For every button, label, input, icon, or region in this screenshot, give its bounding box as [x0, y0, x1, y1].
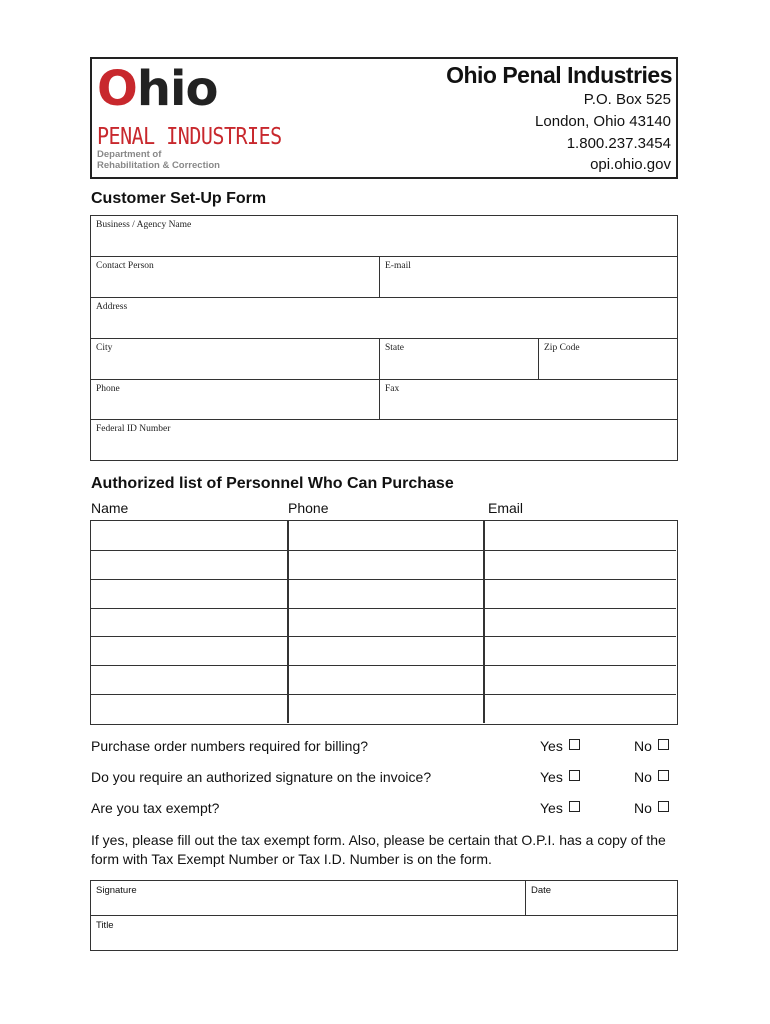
- ohio-logo: Ohio: [97, 61, 218, 117]
- state-field[interactable]: [379, 338, 539, 380]
- checkbox-icon[interactable]: [569, 801, 580, 812]
- checkbox-icon[interactable]: [658, 739, 669, 750]
- checkbox-icon[interactable]: [569, 739, 580, 750]
- signature-label: Signature: [96, 885, 137, 896]
- po-box: P.O. Box 525: [583, 91, 671, 108]
- website: opi.ohio.gov: [590, 156, 671, 173]
- address-label: Address: [96, 302, 128, 312]
- table-row-divider: [91, 665, 676, 666]
- personnel-table[interactable]: [90, 520, 678, 725]
- phone-label: Phone: [96, 384, 120, 394]
- business-name-label: Business / Agency Name: [96, 220, 192, 230]
- contact-person-field[interactable]: [90, 256, 380, 298]
- table-row-divider: [91, 550, 676, 551]
- question-authorized-signature: Do you require an authorized signature on the invoice?: [91, 769, 432, 785]
- fax-field[interactable]: [379, 379, 678, 420]
- tax-exempt-no-option[interactable]: No: [634, 800, 669, 816]
- table-row-divider: [91, 694, 676, 695]
- table-row-divider: [91, 579, 676, 580]
- zip-code-label: Zip Code: [544, 343, 580, 353]
- tax-exempt-yes-option[interactable]: Yes: [540, 800, 580, 816]
- federal-id-label: Federal ID Number: [96, 424, 171, 434]
- contact-person-label: Contact Person: [96, 261, 154, 271]
- fax-label: Fax: [385, 384, 400, 394]
- tax-exempt-note: If yes, please fill out the tax exempt form. Also, please be certain that O.P.I. has a copy of the form with Tax Exempt Number or Tax I.D. Number is on the form.: [91, 832, 666, 867]
- column-header-phone: Phone: [288, 500, 329, 516]
- city-field[interactable]: [90, 338, 380, 380]
- logo-subtitle: PENAL INDUSTRIES: [97, 122, 282, 150]
- title-label: Title: [96, 920, 114, 931]
- phone-number: 1.800.237.3454: [566, 135, 671, 152]
- column-header-email: Email: [488, 500, 524, 516]
- signature-no-option[interactable]: No: [634, 769, 669, 785]
- signature-field[interactable]: [90, 880, 526, 916]
- federal-id-field[interactable]: [90, 419, 678, 461]
- signature-yes-option[interactable]: Yes: [540, 769, 580, 785]
- business-name-field[interactable]: [90, 215, 678, 257]
- table-row-divider: [91, 608, 676, 609]
- question-po-numbers: Purchase order numbers required for billing?: [91, 738, 369, 754]
- email-field[interactable]: [379, 256, 678, 298]
- column-header-name: Name: [91, 500, 129, 516]
- date-field[interactable]: [525, 880, 678, 916]
- email-label: E-mail: [385, 261, 411, 271]
- city-label: City: [96, 343, 113, 353]
- setup-form-title: Customer Set-Up Form: [91, 190, 267, 207]
- table-column-divider: [483, 521, 485, 723]
- po-numbers-yes-option[interactable]: Yes: [540, 738, 580, 754]
- checkbox-icon[interactable]: [658, 770, 669, 781]
- phone-field[interactable]: [90, 379, 380, 420]
- table-row-divider: [91, 636, 676, 637]
- checkbox-icon[interactable]: [569, 770, 580, 781]
- organization-name: Ohio Penal Industries: [446, 62, 672, 88]
- po-numbers-no-option[interactable]: No: [634, 738, 669, 754]
- state-label: State: [385, 343, 404, 353]
- zip-code-field[interactable]: [538, 338, 678, 380]
- city-state-zip: London, Ohio 43140: [535, 113, 671, 130]
- address-field[interactable]: [90, 297, 678, 339]
- personnel-title: Authorized list of Personnel Who Can Purchase: [91, 475, 454, 492]
- checkbox-icon[interactable]: [658, 801, 669, 812]
- department-name: Department of Rehabilitation & Correction: [97, 149, 220, 171]
- date-label: Date: [531, 885, 552, 896]
- table-column-divider: [287, 521, 289, 723]
- question-tax-exempt: Are you tax exempt?: [91, 800, 220, 816]
- title-field[interactable]: [90, 915, 678, 951]
